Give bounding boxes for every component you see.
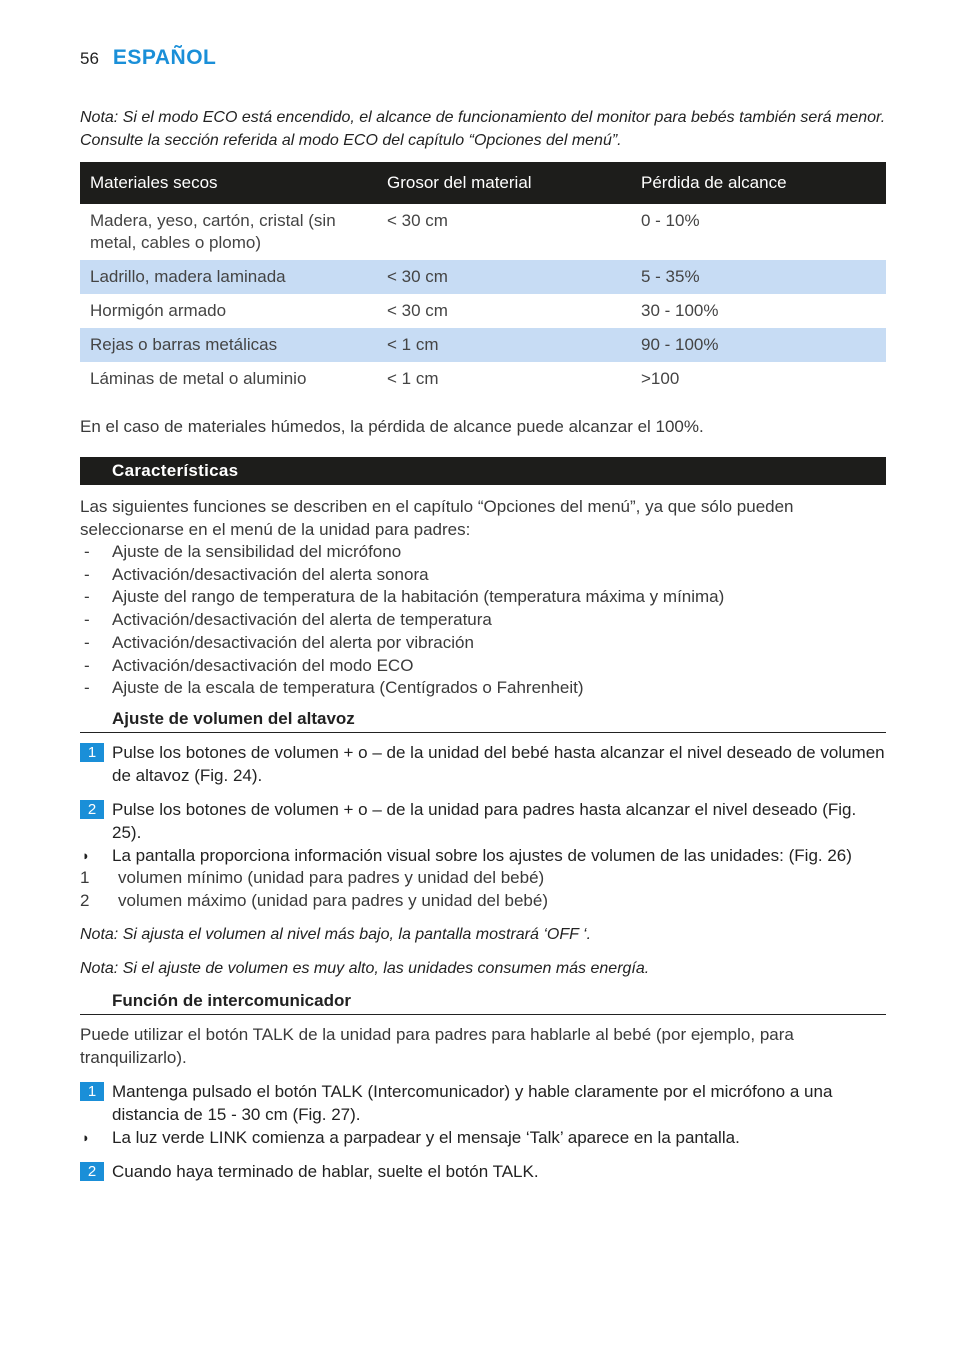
features-list <box>80 541 886 700</box>
volume-level-1: 1 volumen mínimo (unidad para padres y unidad del bebé) <box>80 867 545 887</box>
table-cell: < 30 cm <box>387 301 448 320</box>
list-item: - Activación/desactivación del alerta sonora <box>84 564 429 584</box>
table-cell: 5 - 35% <box>631 260 886 294</box>
table-cell: < 1 cm <box>377 328 631 362</box>
table-row <box>80 328 886 362</box>
table-row <box>80 294 886 328</box>
intercom-result-bullet: ◗ La luz verde LINK comienza a parpadear y el mensaje ‘Talk’ aparece en la pantalla. <box>82 1128 740 1148</box>
page-content <box>80 106 886 1183</box>
table-header-row <box>80 162 886 204</box>
step-number-badge: 2 <box>80 800 104 819</box>
table-cell: Madera, yeso, cartón, cristal (sin metal, cables o plomo) <box>90 211 336 252</box>
volume-note-off: Nota: Si ajusta el volumen al nivel más bajo, la pantalla mostrará ‘OFF ‘. <box>80 926 592 944</box>
features-section-bar: Características <box>80 457 886 485</box>
table-cell: < 1 cm <box>387 369 439 388</box>
table-cell: Ladrillo, madera laminada <box>80 260 377 294</box>
table-header-cell: Materiales secos <box>80 162 377 204</box>
volume-level-2: 2 volumen máximo (unidad para padres y unidad del bebé) <box>80 890 548 910</box>
table-cell: Láminas de metal o aluminio <box>90 369 307 388</box>
features-intro: Las siguientes funciones se describen en el capítulo “Opciones del menú”, ya que sólo pueden seleccionarse en el menú de la unidad para padres: <box>80 497 794 539</box>
wet-materials-text: En el caso de materiales húmedos, la pérdida de alcance puede alcanzar el 100%. <box>80 417 704 436</box>
table-cell: < 30 cm <box>387 211 448 230</box>
table-header-cell: Pérdida de alcance <box>631 162 886 204</box>
page-number: 56 <box>80 49 99 68</box>
table-row <box>80 260 886 294</box>
volume-subheading: Ajuste de volumen del altavoz <box>80 706 886 733</box>
intercom-step-1: 1 Mantenga pulsado el botón TALK (Intercomunicador) y hable claramente por el micrófono a una distancia de 15 - 30 cm (Fig. 27). <box>80 1080 886 1126</box>
table-cell: < 30 cm <box>377 260 631 294</box>
bullet-icon: ◗ <box>82 1130 90 1146</box>
intercom-subheading: Función de intercomunicador <box>80 988 886 1015</box>
step-number-badge: 1 <box>80 743 104 762</box>
list-item: - Ajuste de la escala de temperatura (Centígrados o Fahrenheit) <box>84 678 584 698</box>
volume-step-2: 2 Pulse los botones de volumen + o – de la unidad para padres hasta alcanzar el nivel deseado (Fig. 25). <box>80 798 886 844</box>
materials-table <box>80 162 886 396</box>
table-cell: Hormigón armado <box>90 301 227 320</box>
list-item: - Activación/desactivación del alerta por vibración <box>84 632 474 652</box>
table-cell: 30 - 100% <box>641 301 719 320</box>
list-item: - Ajuste de la sensibilidad del micrófono <box>84 542 402 561</box>
page-header <box>80 46 216 76</box>
language-title: ESPAÑOL <box>112 46 217 69</box>
volume-note-energy: Nota: Si el ajuste de volumen es muy alto, las unidades consumen más energía. <box>80 960 650 978</box>
table-cell: >100 <box>641 369 680 388</box>
list-item: - Activación/desactivación del alerta de temperatura <box>84 610 492 630</box>
list-item: - Ajuste del rango de temperatura de la habitación (temperatura máxima y mínima) <box>84 587 725 607</box>
bullet-icon: ◗ <box>82 847 90 863</box>
volume-result-bullet: ◗ La pantalla proporciona información visual sobre los ajustes de volumen de las unidades: (Fig. 26) <box>82 845 852 865</box>
table-cell: 0 - 10% <box>641 211 700 230</box>
table-row <box>80 204 886 260</box>
table-cell: Rejas o barras metálicas <box>80 328 377 362</box>
volume-step-1: 1 Pulse los botones de volumen + o – de la unidad del bebé hasta alcanzar el nivel deseado de volumen de altavoz (Fig. 24). <box>80 741 886 787</box>
table-row <box>80 362 886 396</box>
eco-note: Nota: Si el modo ECO está encendido, el alcance de funcionamiento del monitor para bebés también será menor. Consulte la sección referida al modo ECO del capítulo “Opciones del menú”. <box>80 109 886 149</box>
list-item: - Activación/desactivación del modo ECO <box>84 655 414 675</box>
intercom-intro: Puede utilizar el botón TALK de la unidad para padres para hablarle al bebé (por ejemplo, para tranquilizarlo). <box>80 1025 794 1068</box>
intercom-step-2: 2 Cuando haya terminado de hablar, suelte el botón TALK. <box>80 1160 886 1183</box>
step-number-badge: 1 <box>80 1082 104 1101</box>
step-number-badge: 2 <box>80 1162 104 1181</box>
table-cell: 90 - 100% <box>631 328 886 362</box>
table-header-cell: Grosor del material <box>377 162 631 204</box>
